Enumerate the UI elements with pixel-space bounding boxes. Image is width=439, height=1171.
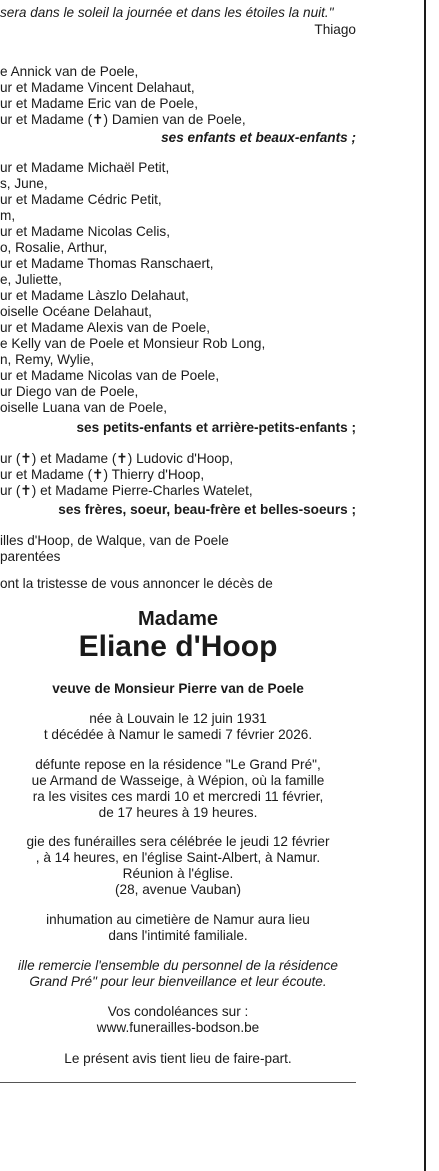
- page-right-border: [424, 0, 426, 1171]
- visit-line: ue Armand de Wasseige, à Wépion, où la famille: [31, 773, 325, 788]
- family-line: e Annick van de Poele,: [0, 64, 139, 79]
- children-caption: ses enfants et beaux-enfants ;: [161, 130, 356, 145]
- quote-text: sera dans le soleil la journée et dans les étoiles la nuit.": [0, 5, 334, 20]
- funeral-line: gie des funérailles sera célébrée le jeudi 12 février: [26, 834, 330, 849]
- family-line: oiselle Luana van de Poele,: [0, 400, 168, 415]
- thanks-line: Grand Pré" pour leur bienveillance et leur écoute.: [29, 974, 327, 989]
- family-line: m,: [0, 208, 16, 223]
- family-line: ur et Madame Alexis van de Poele,: [0, 320, 211, 335]
- family-line: s, June,: [0, 176, 48, 191]
- family-line: e, Juliette,: [0, 272, 62, 287]
- burial-line: dans l'intimité familiale.: [108, 928, 248, 943]
- deceased-title: Madame: [137, 608, 219, 630]
- family-line: ur et Madame Thomas Ranschaert,: [0, 256, 214, 271]
- bottom-divider: [0, 1082, 356, 1083]
- condolences-url[interactable]: www.funerailles-bodson.be: [96, 1020, 260, 1035]
- visit-line: ra les visites ces mardi 10 et mercredi 11 février,: [32, 789, 324, 804]
- family-line: oiselle Océane Delahaut,: [0, 304, 152, 319]
- family-line: ur (✝) et Madame Pierre-Charles Watelet,: [0, 483, 253, 498]
- family-line: ur et Madame (✝) Damien van de Poele,: [0, 112, 246, 127]
- birth-line: née à Louvain le 12 juin 1931: [89, 711, 267, 726]
- footer-note: Le présent avis tient lieu de faire-part.: [64, 1051, 292, 1066]
- family-line: ur et Madame Vincent Delahaut,: [0, 80, 195, 95]
- grandchildren-caption: ses petits-enfants et arrière-petits-enfants ;: [76, 420, 356, 435]
- family-line: ur et Madame Cédric Petit,: [0, 192, 162, 207]
- quote-author: Thiago: [314, 22, 356, 37]
- family-line: e Kelly van de Poele et Monsieur Rob Long,: [0, 336, 266, 351]
- funeral-line: (28, avenue Vauban): [115, 882, 241, 897]
- family-line: ur et Madame (✝) Thierry d'Hoop,: [0, 467, 205, 482]
- family-line: ur et Madame Làszlo Delahaut,: [0, 288, 189, 303]
- burial-line: inhumation au cimetière de Namur aura lieu: [46, 912, 310, 927]
- funeral-line: Réunion à l'église.: [122, 866, 234, 881]
- family-line: ur et Madame Nicolas van de Poele,: [0, 368, 220, 383]
- families-line: parentées: [0, 549, 61, 564]
- family-line: ur (✝) et Madame (✝) Ludovic d'Hoop,: [0, 451, 234, 466]
- siblings-caption: ses frères, soeur, beau-frère et belles-soeurs ;: [58, 502, 356, 517]
- family-line: ur et Madame Nicolas Celis,: [0, 224, 170, 239]
- widow-of: veuve de Monsieur Pierre van de Poele: [52, 681, 304, 696]
- family-line: ur et Madame Michaël Petit,: [0, 160, 170, 175]
- family-line: n, Remy, Wylie,: [0, 352, 95, 367]
- deceased-name: Eliane d'Hoop: [78, 630, 278, 663]
- family-line: ur et Madame Eric van de Poele,: [0, 96, 198, 111]
- families-line: illes d'Hoop, de Walque, van de Poele: [0, 533, 229, 548]
- visit-line: de 17 heures à 19 heures.: [98, 805, 258, 820]
- announcement: ont la tristesse de vous annoncer le décès de: [0, 576, 273, 591]
- family-line: o, Rosalie, Arthur,: [0, 240, 108, 255]
- thanks-line: ille remercie l'ensemble du personnel de la résidence: [18, 958, 338, 973]
- funeral-line: , à 14 heures, en l'église Saint-Albert, à Namur.: [35, 850, 321, 865]
- visit-line: défunte repose en la résidence "Le Grand Pré",: [35, 757, 321, 772]
- death-line: t décédée à Namur le samedi 7 février 2026.: [43, 727, 313, 742]
- family-line: ur Diego van de Poele,: [0, 384, 139, 399]
- condolences-label: Vos condoléances sur :: [107, 1004, 249, 1019]
